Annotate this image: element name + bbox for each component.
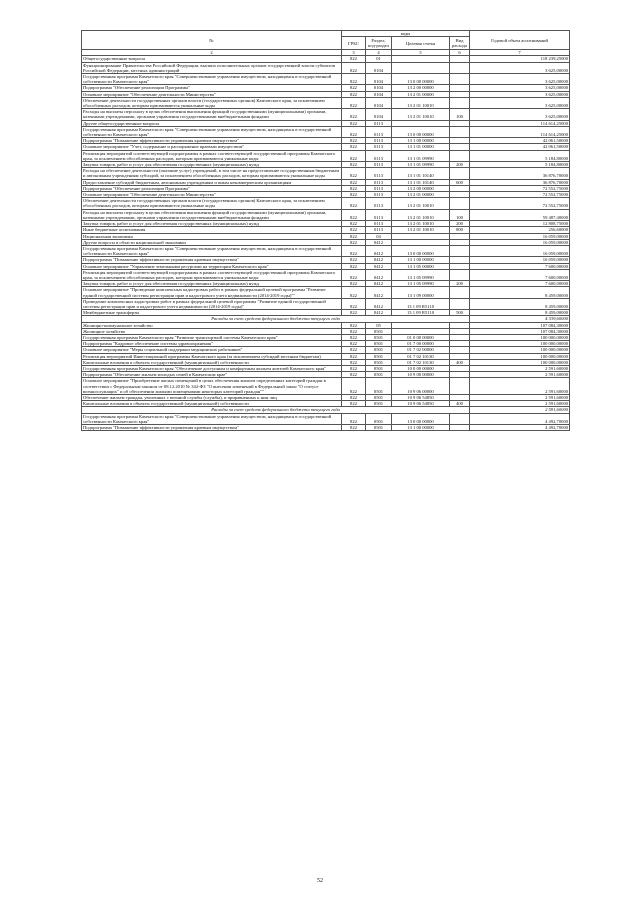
row-grbs: 822 — [342, 257, 366, 263]
table-row — [82, 245, 570, 256]
header-codes: коды — [342, 31, 470, 37]
colnum-6: 6 — [450, 50, 470, 56]
table-row — [82, 209, 570, 220]
row-section: 0113 — [366, 185, 392, 191]
row-grbs: 822 — [342, 425, 366, 431]
row-vr — [450, 97, 470, 108]
row-section: 0501 — [366, 353, 392, 359]
row-sum: 36 876,70000 — [470, 179, 570, 185]
row-name: Межбюджетные трансферты — [82, 310, 342, 316]
row-name: Обеспечение деятельности государственных органов власти (государственных органов) Камчатского края, за исключением обособленных расходов, которым присваиваются уникальные коды — [82, 97, 342, 108]
table-row — [82, 198, 570, 209]
row-sum: 114 614,25000 — [470, 120, 570, 126]
row-sum: 42 061,50000 — [470, 144, 570, 150]
row-section: 04 — [366, 233, 392, 239]
row-grbs: 822 — [342, 359, 366, 365]
row-sum: 3 625,00000 — [470, 74, 570, 85]
row-sum: 36 876,70000 — [470, 168, 570, 179]
document-page — [81, 30, 569, 431]
row-target: 13 2 01 10010 — [392, 227, 450, 233]
row-target: 10 9 00 00000 — [392, 372, 450, 378]
row-name: Расходы на выплаты персоналу в целях обеспечения выполнения функций государственными (муниципальными) органами, казенными учреждениями, органами управления государственными внебюджетными фондами — [82, 209, 342, 220]
row-vr — [450, 62, 470, 73]
row-section: 0113 — [366, 209, 392, 220]
row-sum: 4 492,70000 — [470, 413, 570, 424]
colnum-7: 7 — [470, 50, 570, 56]
row-sum: 12 808,75000 — [470, 221, 570, 227]
row-grbs: 822 — [342, 328, 366, 334]
row-sum: 2 591,60000 — [470, 394, 570, 400]
table-row — [82, 269, 570, 280]
row-section: 0412 — [366, 269, 392, 280]
row-grbs: 822 — [342, 372, 366, 378]
row-grbs: 822 — [342, 91, 366, 97]
row-grbs: 822 — [342, 287, 366, 298]
row-name: Проведение комплексных кадастровых работ в рамках федеральной целевой программы "Развитие единой государственной системы регистрации прав и кадастрового учета недвижимости (2014-2019 годы)" — [82, 298, 342, 309]
row-sum: 72 552,75000 — [470, 192, 570, 198]
row-name: Национальная экономика — [82, 233, 342, 239]
row-target: 13 1 05 09990 — [392, 269, 450, 280]
row-section: 01 — [366, 56, 392, 62]
row-target: 13 2 00 00000 — [392, 185, 450, 191]
row-name: Государственная программа Камчатского края "Совершенствование управления имуществом, находящимся в государственной собственности Камчатского края" — [82, 126, 342, 137]
row-target: 13 2 01 00000 — [392, 91, 450, 97]
row-target: 13 1 01 00000 — [392, 144, 450, 150]
row-name: Основное мероприятие "Учет, содержание и распоряжение краевым имуществом" — [82, 144, 342, 150]
row-grbs: 822 — [342, 56, 366, 62]
row-vr — [450, 168, 470, 179]
row-section: 0501 — [366, 341, 392, 347]
row-section: 0113 — [366, 126, 392, 137]
row-name: Другие вопросы в области национальной экономики — [82, 239, 342, 245]
row-section: 0113 — [366, 120, 392, 126]
row-target: 13 2 01 10010 — [392, 109, 450, 120]
row-sum: 8 459,00000 — [470, 310, 570, 316]
row-grbs: 822 — [342, 347, 366, 353]
row-section: 0104 — [366, 74, 392, 85]
row-vr: 100 — [450, 109, 470, 120]
row-sum: 16 059,00000 — [470, 239, 570, 245]
row-grbs: 822 — [342, 109, 366, 120]
row-vr: 400 — [450, 401, 470, 407]
row-sum: 100 000,00000 — [470, 341, 570, 347]
table-row — [82, 298, 570, 309]
row-name: Расходы на выплаты персоналу в целях обеспечения выполнения функций государственными (муниципальными) органами, казенными учреждениями, органами управления государственными внебюджетными фондами — [82, 109, 342, 120]
row-grbs: 822 — [342, 198, 366, 209]
row-vr — [450, 425, 470, 431]
row-section: 0501 — [366, 365, 392, 371]
row-grbs: 822 — [342, 281, 366, 287]
row-section: 0104 — [366, 85, 392, 91]
row-target: 01 7 02 00000 — [392, 347, 450, 353]
row-grbs: 822 — [342, 227, 366, 233]
row-target: 13 1 00 00000 — [392, 257, 450, 263]
header-total: Годовой объем ассигнований — [470, 31, 570, 50]
row-section: 0412 — [366, 310, 392, 316]
row-grbs: 822 — [342, 97, 366, 108]
table-row — [82, 425, 570, 431]
row-target: 13 1 01 10140 — [392, 179, 450, 185]
row-sum: 7 600,00000 — [470, 269, 570, 280]
row-target: 10 9 06 54850 — [392, 394, 450, 400]
row-section: 0412 — [366, 239, 392, 245]
row-name: Основное мероприятие "Проведение комплексных кадастровых работ в рамках федеральной целевой программы "Развитие единой государственной системы регистрации прав и кадастрового учета недвижимости (2014-2019 годы)"" — [82, 287, 342, 298]
row-sum: 107 084,30000 — [470, 322, 570, 328]
row-name: Основное мероприятие "Приобретение жилых помещений в целях обеспечения жильем определенных категорий граждан в соответствии с Федеральным законом от 08.12.2010 № 342-ФЗ "О внесении изменений в Федеральный закон "О статусе военнослужащих" и об обеспечении жилыми помещениями некоторых категорий граждан"" — [82, 378, 342, 395]
row-target: 13 1 01 09990 — [392, 162, 450, 168]
row-sum: 2 591,60000 — [470, 401, 570, 407]
row-target: 13 2 01 10010 — [392, 198, 450, 209]
row-name: Государственная программа Камчатского края "Совершенствование управления имуществом, находящимся в государственной собственности Камчатского края" — [82, 245, 342, 256]
row-name: Общегосударственные вопросы — [82, 56, 342, 62]
row-sum: 42 061,50000 — [470, 138, 570, 144]
row-target: 13 1 00 00000 — [392, 425, 450, 431]
row-target: 13 1 05 09990 — [392, 281, 450, 287]
row-grbs: 822 — [342, 334, 366, 340]
row-sum: 100 000,00000 — [470, 353, 570, 359]
row-name: Подпрограмма "Кадровое обеспечение системы здравоохранения" — [82, 341, 342, 347]
row-section: 0501 — [366, 378, 392, 395]
row-sum: 16 059,00000 — [470, 257, 570, 263]
row-target: 10 9 06 54850 — [392, 401, 450, 407]
row-vr — [450, 287, 470, 298]
row-sum: 3 625,00000 — [470, 109, 570, 120]
row-grbs: 822 — [342, 298, 366, 309]
row-name: Основное мероприятие "Управление земельными ресурсами на территории Камчатского края" — [82, 263, 342, 269]
row-name: Государственная программа Камчатского края "Совершенствование управления имуществом, находящимся в государственной собственности Камчатского края" — [82, 413, 342, 424]
row-name: Закупка товаров, работ и услуг для обеспечения государственных (муниципальных) нужд — [82, 221, 342, 227]
row-target: 13 1 00 00000 — [392, 138, 450, 144]
row-grbs: 822 — [342, 150, 366, 161]
row-section: 0113 — [366, 138, 392, 144]
row-name: Подпрограмма "Повышение эффективности управления краевым имуществом" — [82, 257, 342, 263]
row-grbs: 822 — [342, 74, 366, 85]
row-sum: 5 184,80000 — [470, 162, 570, 168]
row-name: Подпрограмма "Обеспечение реализации Программы" — [82, 185, 342, 191]
table-row — [82, 74, 570, 85]
row-section: 0412 — [366, 263, 392, 269]
row-grbs: 822 — [342, 341, 366, 347]
row-target: 13 0 00 00000 — [392, 74, 450, 85]
table-row — [82, 168, 570, 179]
row-sum: 3 625,00000 — [470, 62, 570, 73]
row-name: Обеспечение деятельности государственных органов власти (государственных органов) Камчатского края, за исключением обособленных расходов, которым присваиваются уникальные коды — [82, 198, 342, 209]
row-grbs: 822 — [342, 394, 366, 400]
row-target: 13 2 01 10010 — [392, 97, 450, 108]
row-grbs: 822 — [342, 269, 366, 280]
row-section: 0113 — [366, 168, 392, 179]
row-target: 13 1 01 10140 — [392, 168, 450, 179]
row-grbs: 822 — [342, 138, 366, 144]
row-grbs: 822 — [342, 221, 366, 227]
row-section: 0113 — [366, 221, 392, 227]
row-name: Основное мероприятие "Меры социальной поддержки медицинских работников" — [82, 347, 342, 353]
row-target: 01 7 02 10130 — [392, 359, 450, 365]
row-grbs: 822 — [342, 353, 366, 359]
row-grbs: 822 — [342, 185, 366, 191]
row-target: 13 1 01 09990 — [392, 150, 450, 161]
table-row — [82, 109, 570, 120]
table-row — [82, 126, 570, 137]
row-vr — [450, 150, 470, 161]
row-vr: 800 — [450, 227, 470, 233]
row-target: 13 0 00 00000 — [392, 245, 450, 256]
row-name: Закупка товаров, работ и услуг для обеспечения государственных (муниципальных) нужд — [82, 162, 342, 168]
row-vr: 200 — [450, 281, 470, 287]
row-grbs: 822 — [342, 365, 366, 371]
row-vr: 600 — [450, 179, 470, 185]
row-name: Капитальные вложения в объекты государственной (муниципальной) собственности — [82, 359, 342, 365]
row-vr — [450, 245, 470, 256]
row-vr — [450, 126, 470, 137]
row-name: Капитальные вложения в объекты государственной (муниципальной) собственности — [82, 401, 342, 407]
table-row — [82, 378, 570, 395]
row-sum: 16 059,00000 — [470, 245, 570, 256]
budget-table — [81, 30, 570, 431]
row-section: 0501 — [366, 359, 392, 365]
table-body — [82, 56, 570, 431]
table-row — [82, 62, 570, 73]
row-grbs: 822 — [342, 378, 366, 395]
row-section: 05 — [366, 322, 392, 328]
row-sum: 7 600,00000 — [470, 281, 570, 287]
row-grbs: 822 — [342, 413, 366, 424]
note-sum: 4 339,60000 — [470, 316, 570, 322]
row-name: Реализация мероприятий Инвестиционной программы Камчатского края (за исключением субсидий местным бюджетам) — [82, 353, 342, 359]
row-section: 0113 — [366, 162, 392, 168]
row-grbs: 822 — [342, 162, 366, 168]
row-target: 13 2 00 00000 — [392, 85, 450, 91]
row-sum: 7 600,00000 — [470, 263, 570, 269]
row-sum: 2 591,60000 — [470, 365, 570, 371]
row-target: 01 7 00 00000 — [392, 341, 450, 347]
row-name: Предоставление субсидий бюджетным, автономным учреждениям и иным некоммерческим организациям — [82, 179, 342, 185]
table-row — [82, 150, 570, 161]
row-grbs: 822 — [342, 310, 366, 316]
row-name: Государственная программа Камчатского края "Обеспечение доступным и комфортным жильем жителей Камчатского края" — [82, 365, 342, 371]
row-sum: 59 487,40000 — [470, 209, 570, 220]
row-grbs: 822 — [342, 401, 366, 407]
row-target: 13 1 05 00000 — [392, 263, 450, 269]
note-text: Расходы за счет средств федерального бюджета текущего года — [82, 316, 470, 322]
row-section: 0113 — [366, 198, 392, 209]
header-num: № — [82, 31, 342, 50]
row-sum: 16 059,00000 — [470, 233, 570, 239]
table-row — [82, 413, 570, 424]
row-vr — [450, 269, 470, 280]
row-vr: 400 — [450, 359, 470, 365]
row-grbs: 822 — [342, 245, 366, 256]
row-section: 0113 — [366, 192, 392, 198]
row-grbs: 822 — [342, 179, 366, 185]
row-section: 0104 — [366, 91, 392, 97]
table-header — [82, 31, 570, 56]
row-grbs: 822 — [342, 263, 366, 269]
row-name: Основное мероприятие "Обеспечение деятельности Министерства" — [82, 91, 342, 97]
note-sum: 2 591,60000 — [470, 407, 570, 413]
row-section: 0412 — [366, 281, 392, 287]
row-vr — [450, 413, 470, 424]
row-target: 10 9 06 00000 — [392, 378, 450, 395]
row-name: Иные бюджетные ассигнования — [82, 227, 342, 233]
row-sum: 2 591,60000 — [470, 372, 570, 378]
row-target: 13 1 09 00000 — [392, 287, 450, 298]
row-sum: 4 492,70000 — [470, 425, 570, 431]
row-name: Реализация мероприятий соответствующей подпрограммы в рамках соответствующей государственной программы Камчатского края, за исключением обособленных расходов, которым присваиваются уникальные коды — [82, 269, 342, 280]
row-section: 0104 — [366, 62, 392, 73]
row-section: 0104 — [366, 97, 392, 108]
row-target: 13 0 00 00000 — [392, 126, 450, 137]
row-vr: 200 — [450, 221, 470, 227]
row-grbs: 822 — [342, 192, 366, 198]
page-number: 52 — [317, 878, 323, 884]
row-name: Расходы на обеспечение деятельности (оказание услуг) учреждений, в том числе на предоставление государственным бюджетным и автономным учреждениям субсидий, за исключением обособленных расходов, которым присваиваются уникальные коды — [82, 168, 342, 179]
row-vr — [450, 74, 470, 85]
row-name: Реализация мероприятий соответствующей подпрограммы в рамках соответствующей государственной программы Камчатского края, за исключением обособленных расходов, которым присваиваются уникальные коды — [82, 150, 342, 161]
row-grbs: 822 — [342, 233, 366, 239]
row-sum: 3 625,00000 — [470, 97, 570, 108]
row-name: Жилищное хозяйство — [82, 328, 342, 334]
header-grbs: ГРБС — [342, 37, 366, 50]
row-name: Функционирование Правительства Российской Федерации, высших исполнительных органов государственной власти субъектов Российской Федерации, местных администраций — [82, 62, 342, 73]
row-grbs: 822 — [342, 239, 366, 245]
row-name: Государственная программа Камчатского края "Совершенствование управления имуществом, находящимся в государственной собственности Камчатского края" — [82, 74, 342, 85]
row-grbs: 822 — [342, 85, 366, 91]
row-vr: 100 — [450, 209, 470, 220]
note-text: Расходы за счет средств федерального бюджета текущего года — [82, 407, 470, 413]
row-section: 0113 — [366, 179, 392, 185]
header-section: Раздел, под-раздел — [366, 37, 392, 50]
row-section: 0501 — [366, 328, 392, 334]
row-sum: 72 552,75000 — [470, 185, 570, 191]
row-target: 13 2 01 10010 — [392, 209, 450, 220]
row-target: 13 0 00 00000 — [392, 413, 450, 424]
row-vr — [450, 198, 470, 209]
row-section: 0501 — [366, 347, 392, 353]
row-grbs: 822 — [342, 209, 366, 220]
row-target: 13 1 09 R5110 — [392, 298, 450, 309]
row-vr — [450, 378, 470, 395]
row-section: 0113 — [366, 144, 392, 150]
colnum-4: 4 — [366, 50, 392, 56]
row-section: 0501 — [366, 372, 392, 378]
row-sum: 3 625,00000 — [470, 91, 570, 97]
row-section: 0412 — [366, 287, 392, 298]
row-section: 0412 — [366, 298, 392, 309]
row-sum: 100 000,00000 — [470, 347, 570, 353]
row-name: Государственная программа Камчатского края "Развитие транспортной системы Камчатского края" — [82, 334, 342, 340]
row-target: 10 0 00 00000 — [392, 365, 450, 371]
header-vr: Вид расхода — [450, 37, 470, 50]
row-sum: 256,60000 — [470, 227, 570, 233]
colnum-2: 2 — [82, 50, 342, 56]
row-name: Закупка товаров, работ и услуг для обеспечения государственных (муниципальных) нужд — [82, 281, 342, 287]
row-sum: 114 614,25000 — [470, 126, 570, 137]
row-vr — [450, 298, 470, 309]
row-grbs: 822 — [342, 126, 366, 137]
row-sum: 8 459,00000 — [470, 298, 570, 309]
row-target: 01 7 02 10130 — [392, 353, 450, 359]
row-section: 0501 — [366, 425, 392, 431]
table-row — [82, 287, 570, 298]
row-section: 0104 — [366, 109, 392, 120]
row-section: 0113 — [366, 150, 392, 161]
row-target: 13 2 01 10010 — [392, 221, 450, 227]
row-grbs: 822 — [342, 62, 366, 73]
row-grbs: 822 — [342, 322, 366, 328]
row-name: Обеспечение жильем граждан, уволенных с военной службы (службы), и приравненных к ним лиц — [82, 394, 342, 400]
row-grbs: 822 — [342, 168, 366, 179]
row-sum: 8 459,00000 — [470, 287, 570, 298]
row-sum: 3 625,00000 — [470, 85, 570, 91]
table-row — [82, 97, 570, 108]
row-name: Подпрограмма "Обеспечение реализации Программы" — [82, 85, 342, 91]
row-sum: 118 239,25000 — [470, 56, 570, 62]
row-section: 0412 — [366, 245, 392, 256]
row-name: Подпрограмма "Повышение эффективности управления краевым имуществом" — [82, 138, 342, 144]
row-section: 0501 — [366, 413, 392, 424]
row-sum: 100 000,00000 — [470, 359, 570, 365]
colnum-5: 5 — [392, 50, 450, 56]
row-target: 13 2 01 00000 — [392, 192, 450, 198]
row-sum: 107 084,30000 — [470, 328, 570, 334]
row-name: Жилищно-коммунальное хозяйство — [82, 322, 342, 328]
row-section: 0501 — [366, 334, 392, 340]
row-name: Основное мероприятие "Обеспечение деятельности Министерства" — [82, 192, 342, 198]
row-sum: 2 591,60000 — [470, 378, 570, 395]
colnum-3: 3 — [342, 50, 366, 56]
row-sum: 100 000,00000 — [470, 334, 570, 340]
row-target: 01 0 00 00000 — [392, 334, 450, 340]
row-grbs: 822 — [342, 120, 366, 126]
row-name: Подпрограмма "Повышение эффективности управления краевым имуществом" — [82, 425, 342, 431]
row-section: 0113 — [366, 227, 392, 233]
row-sum: 5 184,80000 — [470, 150, 570, 161]
row-vr: 500 — [450, 310, 470, 316]
row-target: 13 1 09 R5110 — [392, 310, 450, 316]
row-grbs: 822 — [342, 144, 366, 150]
row-name: Подпрограмма "Обеспечение жильем молодых семей в Камчатском крае" — [82, 372, 342, 378]
row-name: Другие общегосударственные вопросы — [82, 120, 342, 126]
row-section: 0501 — [366, 394, 392, 400]
row-section: 0412 — [366, 257, 392, 263]
row-target — [392, 62, 450, 73]
header-target: Целевая статья — [392, 37, 450, 50]
row-section: 0501 — [366, 401, 392, 407]
row-sum: 72 552,75000 — [470, 198, 570, 209]
row-vr: 200 — [450, 162, 470, 168]
